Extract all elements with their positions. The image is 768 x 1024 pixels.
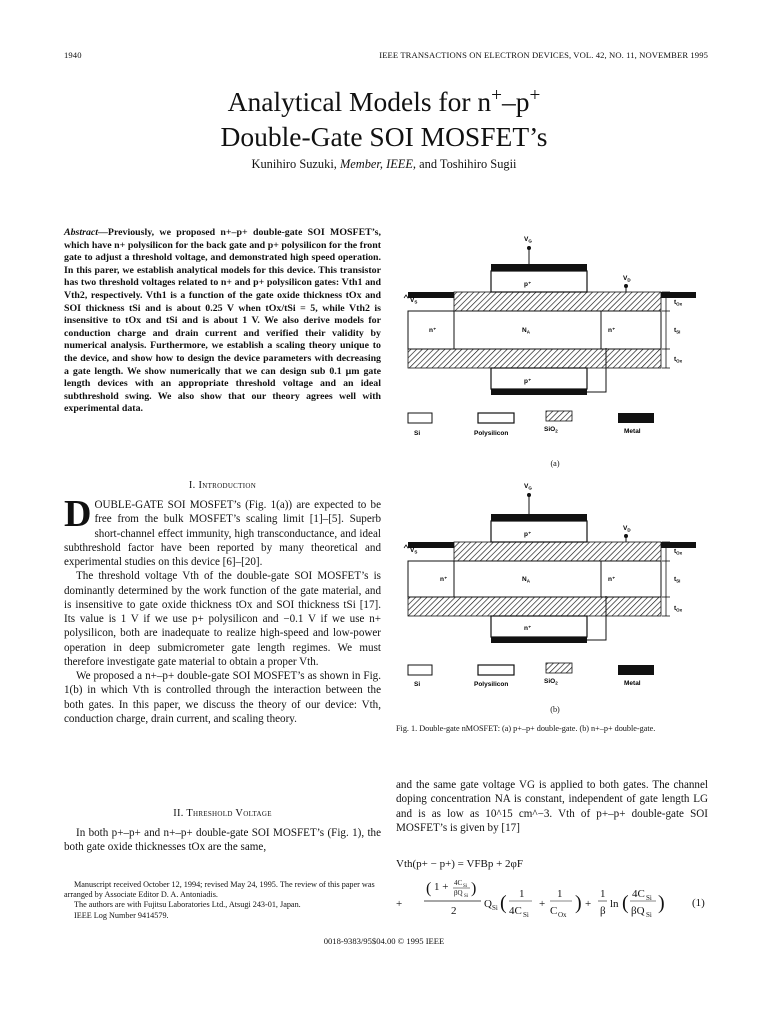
- back-gate-label-b: n⁺: [524, 625, 532, 632]
- figure-1a-sublabel: (a): [550, 459, 560, 468]
- svg-text:Ox: Ox: [558, 911, 567, 919]
- svg-text:Si: Si: [464, 894, 469, 899]
- journal-header: IEEE TRANSACTIONS ON ELECTRON DEVICES, VOL. 42, NO. 11, NOVEMBER 1995: [379, 50, 708, 60]
- footnote-line-3: IEEE Log Number 9414579.: [74, 910, 169, 920]
- legend-si-swatch: [408, 413, 432, 423]
- svg-text:4C: 4C: [632, 888, 645, 900]
- top-oxide-b: [454, 542, 661, 561]
- vd-label: $V_D$: [623, 275, 631, 283]
- front-gate-poly: [491, 271, 587, 292]
- equation-lhs: Vth(p+ − p+) = VFBp + 2φF: [396, 858, 524, 870]
- svg-text:Si: Si: [492, 904, 498, 912]
- right-paragraph-1: and the same gate voltage VG is applied to both gates. The channel doping concentration NA is constant, independent of gate length LG and is as low as 10^15 cm^−3. Vth of p+–p+ double-gate SOI MOSFET’s is given by [17]: [396, 779, 708, 834]
- tox-top-label: $t_{Ox}$: [674, 299, 683, 307]
- figure-1b-sublabel: (b): [550, 705, 560, 714]
- intro-paragraph-3: We proposed a n+–p+ double-gate SOI MOSFET’s as shown in Fig. 1(b) in which Vth is controlled through the interaction between the both gates. In this paper, we discuss the theory of our device: Vth, conduction charge, drain current, and scaling theory.: [64, 670, 381, 725]
- svg-text:+: +: [396, 898, 403, 910]
- legend-metal-label-b: Metal: [624, 680, 641, 687]
- svg-text:Si: Si: [646, 911, 652, 919]
- figure-1b-diagram: [396, 475, 714, 695]
- source-nplus-label: n⁺: [429, 327, 437, 334]
- source-nplus-label-b: n⁺: [440, 576, 448, 583]
- intro-paragraph-1: DOUBLE-GATE SOI MOSFET’s (Fig. 1(a)) are expected to be free from the bulk MOSFET’s scaling limit [1]–[5]. Superb short-channel effect immunity, high transconductance, and ideal subthreshold factor have been reported by many theoretical and experimental studies on this device [6]–[20].: [64, 493, 381, 568]
- vg-label-b: $V_G$: [524, 483, 532, 491]
- section-heading-threshold-voltage: II. Threshold Voltage: [173, 808, 272, 819]
- front-gate-metal: [491, 264, 587, 271]
- footnote: [64, 880, 382, 921]
- back-gate-label: p⁺: [524, 378, 532, 385]
- page-number: 1940: [64, 50, 82, 60]
- tsi-label: $t_{Si}$: [674, 327, 681, 335]
- svg-text:(: (: [622, 892, 629, 914]
- svg-text:+: +: [585, 898, 592, 910]
- svg-text:(: (: [500, 892, 507, 914]
- abstract-text: Previously, we proposed n+–p+ double-gate SOI MOSFET’s, which have n+ polysilicon for the back gate and p+ polysilicon for the front gate to adjust a threshold voltage, and demonstrated high speed operation. In this parer, we establish analytical models for this device. This transistor has two threshold voltages related to n+ and p+ polysilicon gates: Vth1 and Vth2, respectively. Vth1 is a function of the gate oxide thickness tOx and SOI thickness tSi and is about 0.25 V when tOx/tSi = 5, while Vth2 is insensitive to tOx and tSi and is about 1 V. We also derive models for conduction charge and drain current and verified their validity by numerical analysis. Furthermore, we establish a scaling theory unique to the device, and show how to design the device parameters with decreasing a gate length. We show numerically that we can design sub 0.1 μm gate length devices with an appropriate threshold voltage and an ideal subthreshold swing. We also show that our theory agrees well with experimental data.: [64, 227, 381, 415]
- svg-text:2: 2: [451, 905, 457, 917]
- vg-label: $V_G$: [524, 236, 532, 244]
- legend-poly-swatch: [478, 413, 514, 423]
- vs-label-b: $V_S$: [410, 547, 418, 555]
- title-line-1: Analytical Models for n+–p+: [227, 84, 541, 117]
- bottom-oxide: [408, 349, 661, 368]
- legend-poly-label-b: Polysilicon: [474, 681, 509, 688]
- section2-body: [64, 826, 381, 855]
- abstract: [64, 227, 381, 416]
- drain-nplus-label-b: n⁺: [608, 576, 616, 583]
- svg-text:βQ: βQ: [631, 905, 645, 917]
- back-gate-metal: [491, 389, 587, 395]
- svg-text:β: β: [600, 905, 606, 917]
- author-line: [0, 157, 768, 172]
- svg-text:C: C: [550, 905, 558, 917]
- legend-sio2-label-b: SiO$_2$: [544, 678, 558, 686]
- svg-text:(: (: [426, 880, 432, 897]
- author-1: Kunihiro Suzuki,: [251, 157, 337, 171]
- silicon-body: [408, 311, 661, 349]
- vs-label: $V_S$: [410, 297, 418, 305]
- equation-1-body: [396, 876, 714, 922]
- tsi-label-b: $t_{Si}$: [674, 576, 681, 584]
- abstract-lead: Abstract—: [64, 227, 108, 238]
- svg-text:): ): [575, 892, 582, 914]
- equation-1: [396, 858, 714, 870]
- author-membership: Member, IEEE,: [339, 157, 417, 171]
- figure-1-caption: Fig. 1. Double-gate nMOSFET: (a) p+–p+ double-gate. (b) n+–p+ double-gate.: [396, 724, 656, 733]
- legend-sio2-swatch: [546, 411, 572, 421]
- drop-cap: D: [64, 493, 92, 535]
- front-gate-poly-b: [491, 521, 587, 542]
- svg-text:4C: 4C: [509, 905, 522, 917]
- legend-metal-swatch: [618, 413, 654, 423]
- svg-text:): ): [658, 892, 665, 914]
- footnote-line-2: The authors are with Fujitsu Laboratories Ltd., Atsugi 243-01, Japan.: [74, 900, 301, 910]
- top-oxide: [454, 292, 661, 311]
- footnote-line-1: Manuscript received October 12, 1994; revised May 24, 1995. The review of this paper was arranged by Associate Editor D. A. Antoniadis.: [64, 880, 375, 900]
- introduction-body: [64, 493, 381, 726]
- legend-si-label-b: Si: [414, 681, 421, 688]
- body-na-label-b: $N_A$: [522, 576, 530, 584]
- body-na-label: $N_A$: [522, 327, 530, 335]
- svg-text:Si: Si: [463, 884, 468, 889]
- tox-top-label-b: $t_{Ox}$: [674, 548, 683, 556]
- figure-1a-diagram: [396, 228, 714, 443]
- svg-text:Si: Si: [523, 911, 529, 919]
- svg-text:Q: Q: [484, 898, 492, 910]
- source-metal: [408, 292, 454, 298]
- svg-text:βQ: βQ: [454, 889, 463, 897]
- svg-text:1 +: 1 +: [434, 881, 449, 893]
- svg-text:1: 1: [557, 888, 563, 900]
- tox-bottom-label: $t_{Ox}$: [674, 356, 683, 364]
- legend-si-label: Si: [414, 430, 421, 437]
- legend-metal-label: Metal: [624, 428, 641, 435]
- vd-label-b: $V_D$: [623, 525, 631, 533]
- page-footer: 0018-9383/95$04.00 © 1995 IEEE: [323, 936, 445, 946]
- section-heading-introduction: I. Introduction: [188, 480, 257, 491]
- front-gate-label: p⁺: [524, 281, 532, 288]
- paper-title: [0, 84, 768, 154]
- svg-text:+: +: [539, 898, 546, 910]
- drain-nplus-label: n⁺: [608, 327, 616, 334]
- svg-text:ln: ln: [610, 898, 619, 910]
- tox-bottom-label-b: $t_{Ox}$: [674, 605, 683, 613]
- svg-text:1: 1: [600, 888, 606, 900]
- svg-text:1: 1: [519, 888, 525, 900]
- back-gate-poly: [491, 368, 587, 389]
- equation-number: (1): [692, 897, 705, 909]
- title-line-2: Double-Gate SOI MOSFET’s: [220, 121, 548, 152]
- legend-sio2-label: SiO$_2$: [544, 426, 558, 434]
- svg-text:4C: 4C: [454, 879, 463, 887]
- author-2: and Toshihiro Sugii: [419, 157, 517, 171]
- svg-text:): ): [471, 880, 477, 897]
- bottom-oxide-b: [408, 597, 661, 616]
- right-column-paragraph: [396, 778, 708, 835]
- front-gate-label-b: p⁺: [524, 531, 532, 538]
- intro-paragraph-2: The threshold voltage Vth of the double-gate SOI MOSFET’s is dominantly determined by the work function of the gate material, and is insensitive to gate oxide thickness tOx and SOI thickness tSi [17]. Its value is 1 V if we use p+ polysilicon and −0.1 V if we use n+ polysilicon, both are inadequate to realize high-speed and low-power operation in deep submicrometer gate length regimes. We must therefore investigate gate material to obtain a proper Vth.: [64, 570, 381, 668]
- legend-poly-label: Polysilicon: [474, 430, 509, 437]
- back-gate-poly-b: [491, 616, 587, 637]
- svg-text:Si: Si: [646, 894, 652, 902]
- section2-paragraph-1: In both p+–p+ and n+–p+ double-gate SOI MOSFET’s (Fig. 1), the both gate oxide thicknesses tOx are the same,: [64, 827, 381, 854]
